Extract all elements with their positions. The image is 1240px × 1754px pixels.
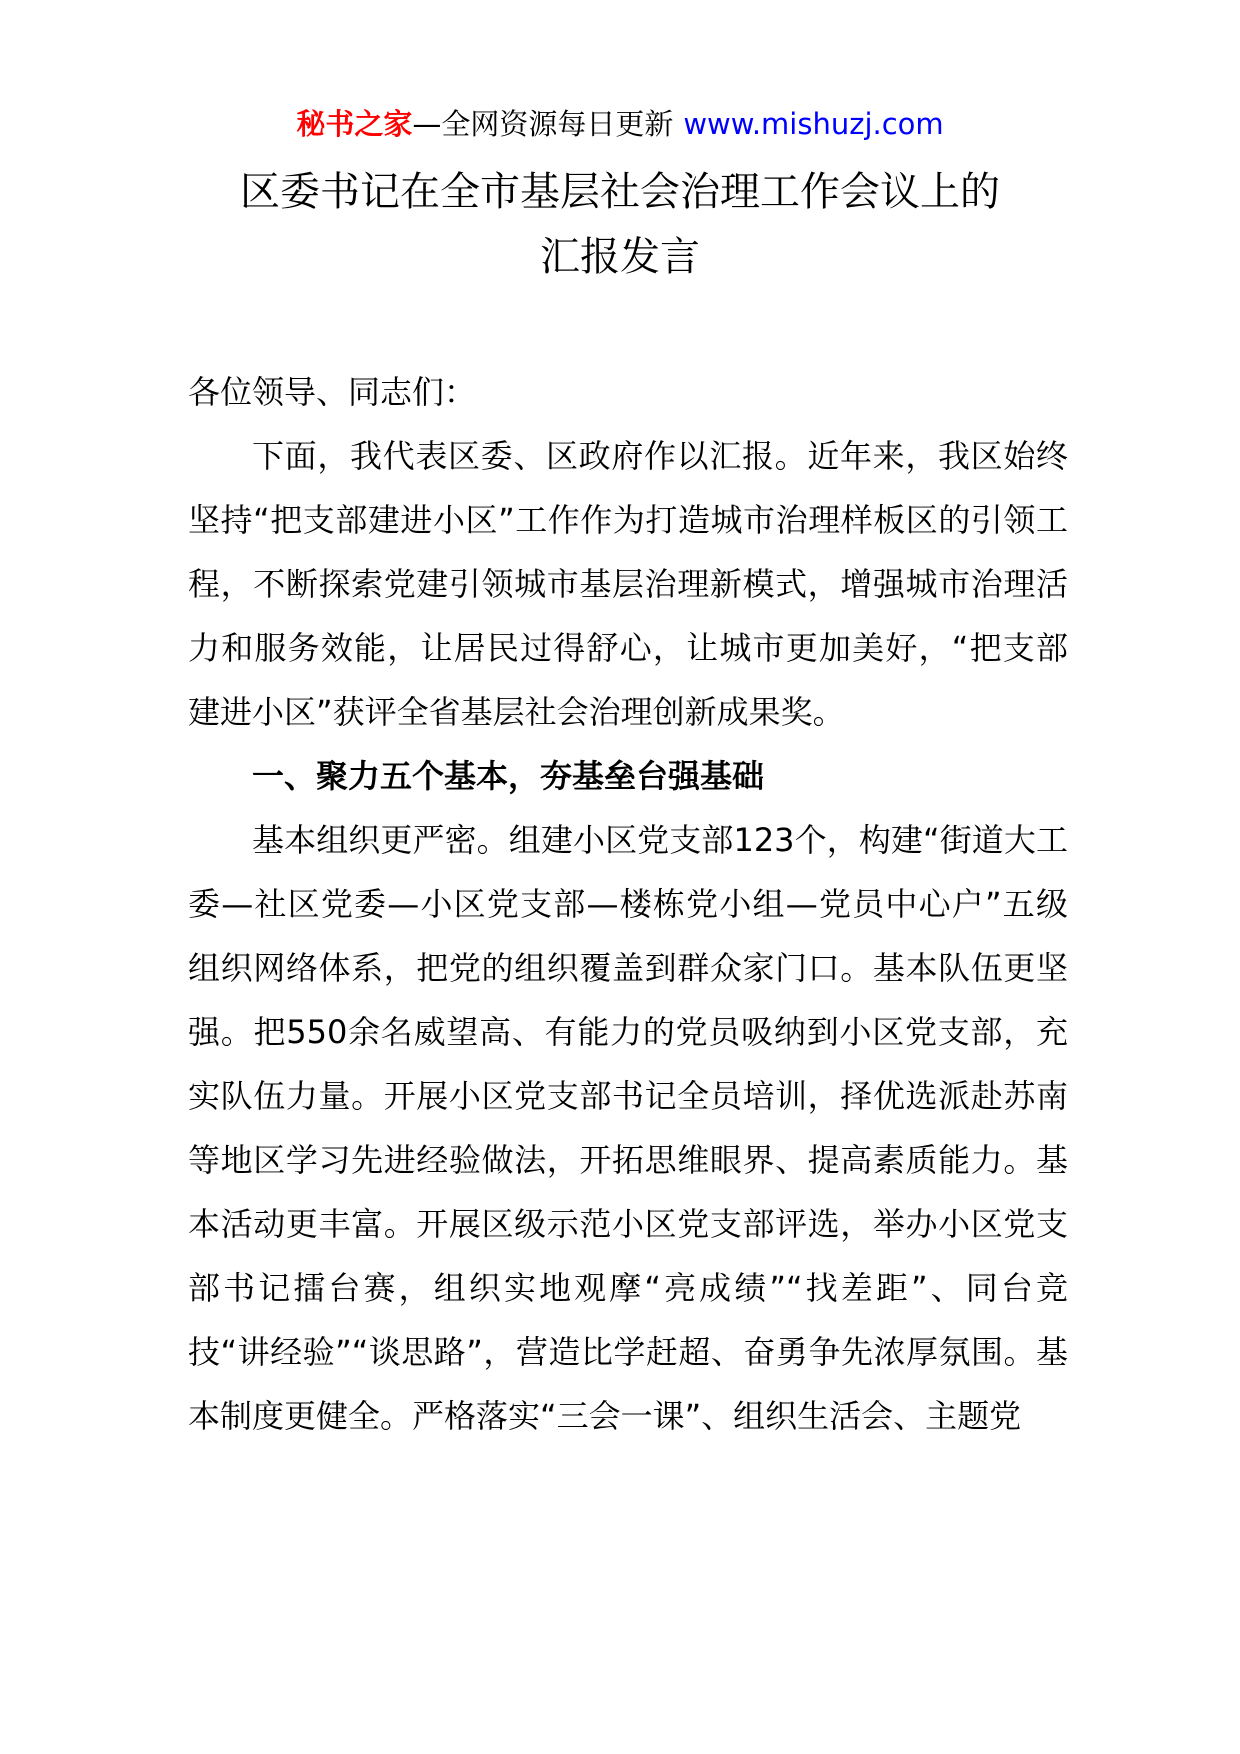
document-body <box>188 360 1068 1448</box>
site-tagline: —全网资源每日更新 <box>412 107 674 141</box>
salutation: 各位领导、同志们： <box>188 373 477 411</box>
brand-name: 秘书之家 <box>296 107 413 141</box>
intro-paragraph: 下面，我代表区委、区政府作以汇报。近年来，我区始终坚持“把支部建进小区”工作作为打造城市治理样板区的引领工程，不断探索党建引领城市基层治理新模式，增强城市治理活力和服务效能，让居民过得舒心，让城市更加美好，“把支部建进小区”获评全省基层社会治理创新成果奖。 <box>188 437 1068 731</box>
site-header <box>0 104 1240 144</box>
section-1-paragraph: 基本组织更严密。组建小区党支部123个，构建“街道大工委—社区党委—小区党支部—楼栋党小组—党员中心户”五级组织网络体系，把党的组织覆盖到群众家门口。基本队伍更坚强。把550余名威望高、有能力的党员吸纳到小区党支部，充实队伍力量。开展小区党支部书记全员培训，择优选派赴苏南等地区学习先进经验做法，开拓思维眼界、提高素质能力。基本活动更丰富。开展区级示范小区党支部评选，举办小区党支部书记擂台赛，组织实地观摩“亮成绩”“找差距”、同台竞技“讲经验”“谈思路”，营造比学赶超、奋勇争先浓厚氛围。基本制度更健全。严格落实“三会一课”、组织生活会、主题党 <box>188 821 1068 1435</box>
document-title-line-1: 区委书记在全市基层社会治理工作会议上的 <box>240 169 1000 215</box>
document-title-line-2: 汇报发言 <box>540 234 700 280</box>
section-heading-1: 一、聚力五个基本，夯基垒台强基础 <box>252 757 765 795</box>
site-url-link[interactable]: www.mishuzj.com <box>683 107 944 141</box>
